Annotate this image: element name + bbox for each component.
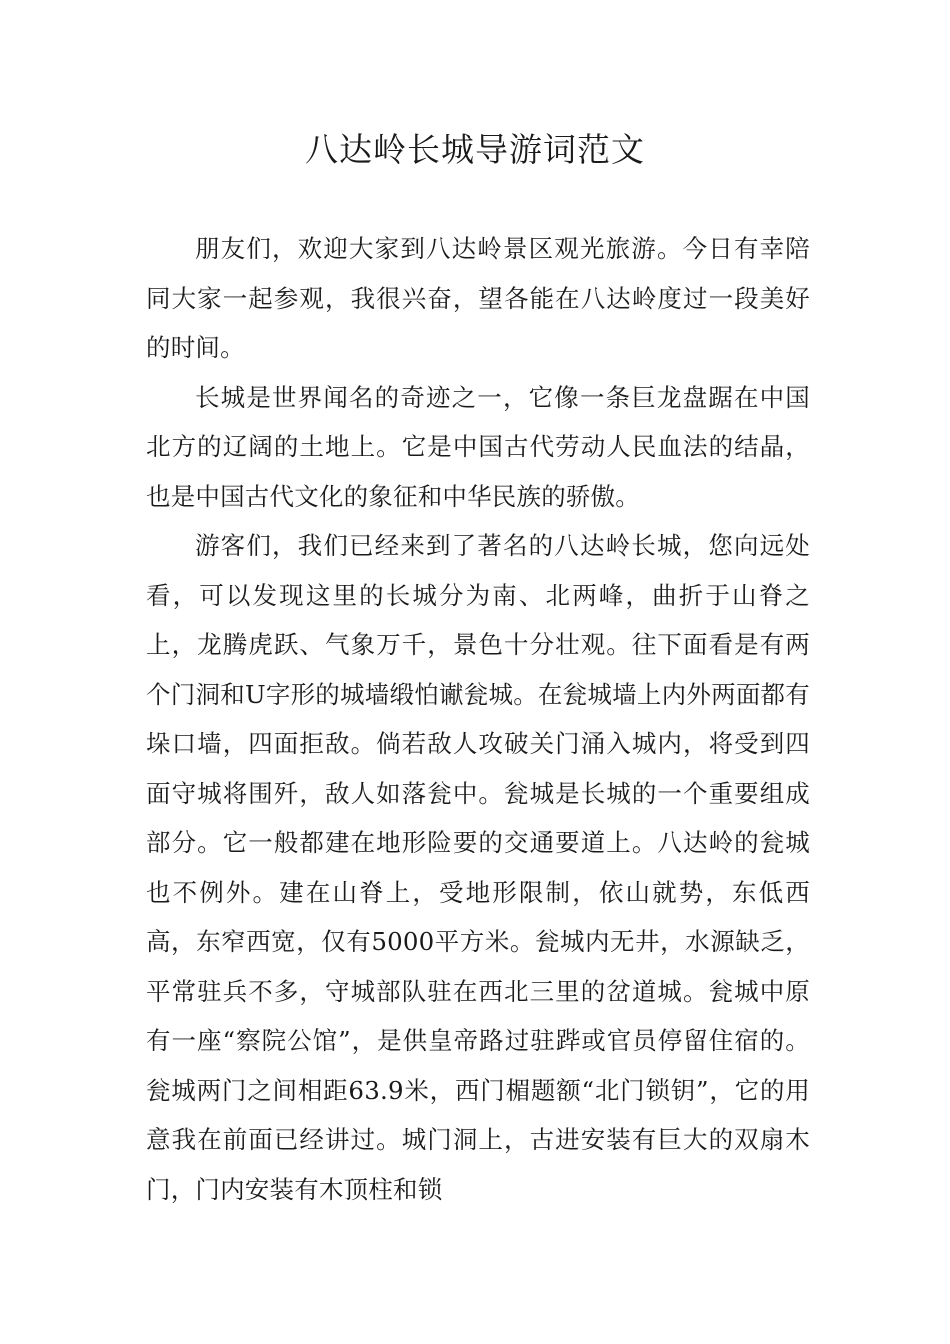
document-title: 八达岭长城导游词范文 — [305, 130, 645, 169]
paragraph-1: 朋友们，欢迎大家到八达岭景区观光旅游。今日有幸陪同大家一起参观，我很兴奋，望各能在八达岭度过一段美好的时间。 — [146, 234, 810, 362]
paragraph-2: 长城是世界闻名的奇迹之一，它像一条巨龙盘踞在中国北方的辽阔的土地上。它是中国古代劳动人民血法的结晶，也是中国古代文化的象征和中华民族的骄傲。 — [146, 382, 810, 511]
document-body — [146, 224, 810, 1214]
paragraph-3: 游客们，我们已经来到了著名的八达岭长城，您向远处看，可以发现这里的长城分为南、北两峰，曲折于山脊之上，龙腾虎跃、气象万千，景色十分壮观。往下面看是有两个门洞和U字形的城墙缎怕谳瓮城。在瓮城墙上内外两面都有垛口墙，四面拒敌。倘若敌人攻破关门涌入城内，将受到四面守城将围歼，敌人如落瓮中。瓮城是长城的一个重要组成部分。它一般都建在地形险要的交通要道上。八达岭的瓮城也不例外。建在山脊上，受地形限制，依山就势，东低西高，东窄西宽，仅有5000平方米。瓮城内无井，水源缺乏，平常驻兵不多，守城部队驻在西北三里的岔道城。瓮城中原有一座“察院公馆”，是供皇帝路过驻跸或官员停留住宿的。瓮城两门之间相距63.9米，西门楣题额“北门锁钥”，它的用意我在前面已经讲过。城门洞上，古进安装有巨大的双扇木门，门内安装有木顶柱和锁 — [146, 531, 810, 1204]
